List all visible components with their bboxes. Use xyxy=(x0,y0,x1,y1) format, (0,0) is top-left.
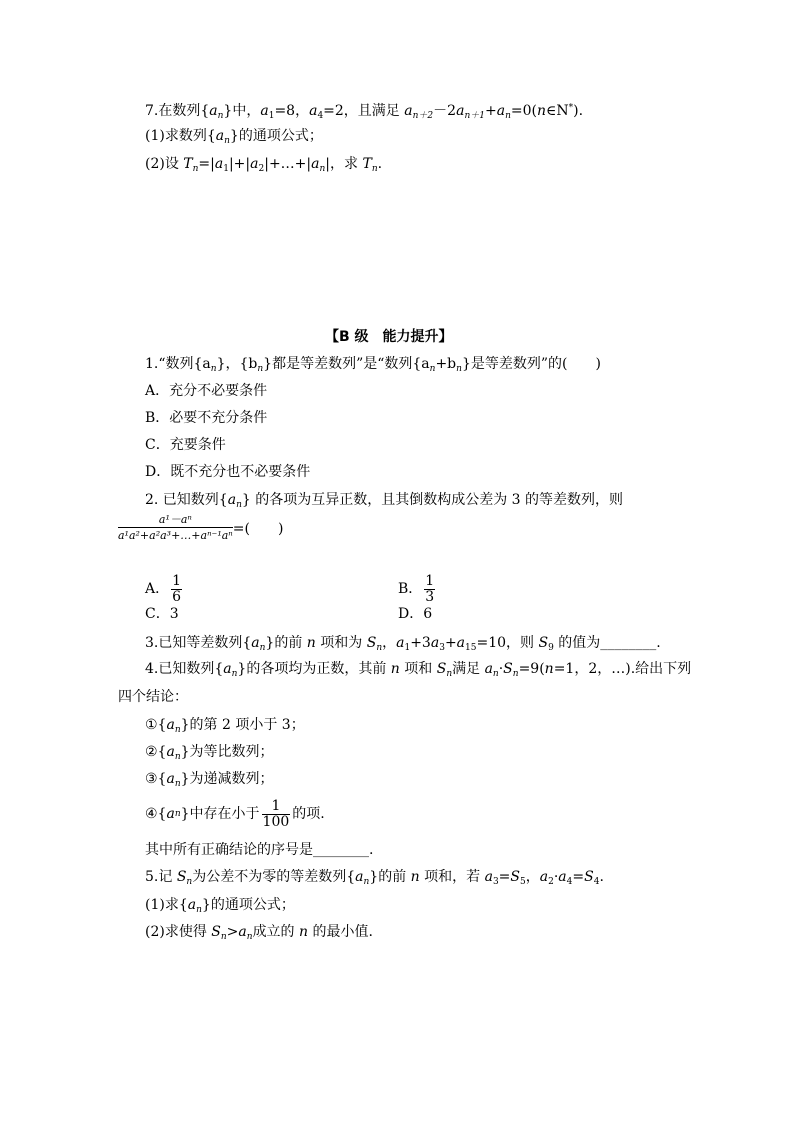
section-heading: 【B 级 能力提升】 xyxy=(325,329,453,345)
p2-option-d: D．6 xyxy=(398,606,433,622)
p2-fraction-tail: =( ) xyxy=(232,520,284,537)
p7-q2: (2)设 $T_n=|a_1|+|a_2|+\dots+|a_n|$，求 $T_n$. xyxy=(145,156,383,174)
p5-q1: (1)求$\{a_n\}$的通项公式； xyxy=(145,897,295,915)
p1-option-a: A．充分不必要条件 xyxy=(145,383,268,399)
p4-item-1: $①\{a_n\}$的第 2 项小于 3； xyxy=(145,717,305,735)
p1-option-d: D．既不充分也不必要条件 xyxy=(145,464,311,480)
p1-option-b: B．必要不充分条件 xyxy=(145,410,268,426)
p2-fraction-denominator: a¹a²+a²a³+…+aⁿ⁻¹aⁿ xyxy=(118,529,233,542)
p1-stem: 1.“数列$\{a_n\}$，$\{b_n\}$都是等差数列”是“数列$\{a_n+b_n\}$是等差数列”的( ) xyxy=(145,356,601,374)
p5-q2: (2)求使得 $S_n>a_n$成立的 n 的最小值. xyxy=(145,924,373,942)
p2-option-c: C．3 xyxy=(145,606,179,622)
p4-item-3: $③\{a_n\}$为递减数列； xyxy=(145,771,274,789)
p3-stem: 3.已知等差数列$\{a_n\}$的前 n 项和为 $S_n$，$a_1+3a_3+a_{15}=10$，则 $S_9$ 的值为________. xyxy=(145,635,661,653)
p4-item-2: $②\{a_n\}$为等比数列； xyxy=(145,744,274,762)
p2-fraction-numerator: a¹－aⁿ xyxy=(118,512,233,528)
p5-stem: 5.记 $S_n$为公差不为零的等差数列$\{a_n\}$的前 n 项和，若 $a_3=S_5$，$a_2\cdot a_4=S_4$. xyxy=(145,869,604,887)
p7-stem: 7.在数列$\{a_n\}$中，$a_1=8$，$a_4=2$，且满足 $a_{n+2}-2a_{n+1}+a_n=0(n\in N^*)$. xyxy=(145,103,584,121)
p1-option-c: C．充要条件 xyxy=(145,437,226,453)
p4-stem-line2: 四个结论： xyxy=(118,689,188,705)
p4-item-4: ④{ a n }中存在小于 $\frac{1}{100}$ 的项. xyxy=(145,797,325,830)
p2-option-b: B． $\frac{1}{3}$ xyxy=(398,572,435,605)
p2-fraction xyxy=(118,512,283,543)
p7-q1: (1)求数列$\{a_n\}$的通项公式； xyxy=(145,128,323,146)
p2-stem: 2. 已知数列$\{a_n\}$ 的各项为互异正数，且其倒数构成公差为 3 的等差数列，则 xyxy=(145,492,624,510)
p4-ask: 其中所有正确结论的序号是________. xyxy=(145,842,374,858)
p2-option-a: A． $\frac{1}{6}$ xyxy=(145,572,182,605)
p4-stem: 4.已知数列$\{a_n\}$的各项均为正数，其前 n 项和 $S_n$满足 $a_n\cdot S_n=9(n=1$，2，…).给出下列 xyxy=(145,661,692,679)
